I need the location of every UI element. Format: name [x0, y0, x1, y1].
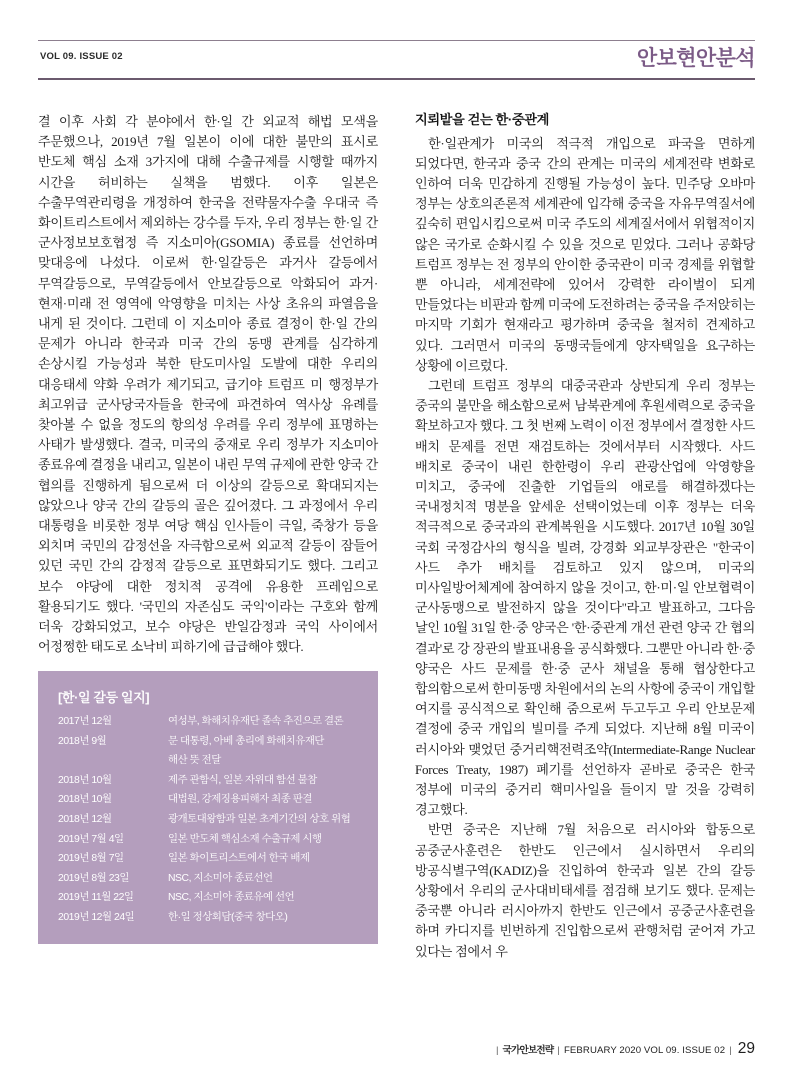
- timeline-event: NSC, 지소미아 종료유예 선언: [168, 892, 295, 904]
- timeline-date: 2019년 8월 7일: [58, 853, 124, 865]
- timeline-event: 여성부, 화해치유재단 졸속 추진으로 결론: [168, 715, 344, 727]
- table-row: [58, 810, 360, 830]
- table-row: [58, 752, 360, 772]
- timeline-event: NSC, 지소미아 종료선언: [168, 872, 273, 884]
- header-volume-label: VOL 09. ISSUE 02: [40, 51, 123, 62]
- conflict-timeline-box: [38, 671, 378, 944]
- footer-separator-left: |: [495, 1045, 499, 1056]
- timeline-date: 2018년 12월: [58, 813, 112, 825]
- timeline-event: 문 대통령, 아베 총리에 화해치유재단: [168, 735, 324, 747]
- timeline-table: [58, 712, 360, 928]
- footer-separator-right: |: [729, 1045, 732, 1056]
- timeline-event: 해산 뜻 전달: [168, 755, 221, 767]
- timeline-date: 2019년 8월 23일: [58, 872, 129, 884]
- timeline-event: 제주 관함식, 일본 자위대 함선 불참: [168, 774, 317, 786]
- body-columns: [38, 112, 755, 1002]
- table-row: [58, 850, 360, 870]
- left-paragraph-1: 결 이후 사회 각 분야에서 한·일 간 외교적 해법 모색을 주문했으나, 2019년 7월 일본이 이에 대한 불만의 표시로 반도체 핵심 소재 3가지에 대해 수출규제를 시행할 때까지 시간을 허비하는 실책을 범했다. 이후 일본은 수출무역관리령을 개정하여 한국을 전략물자수출 우대국 즉 화이트리스트에서 제외하는 강수를 두자, 우리 정부는 한·일 간 군사정보보호협정 즉 지소미아(GSOMIA) 종료를 선언하며 맞대응에 나섰다. 이로써 한·일갈등은 과거사 갈등에서 무역갈등으로, 무역갈등에서 안보갈등으로 악화되어 과거·현재·미래 전 영역에 악영향을 미치는 사상 초유의 파열음을 내게 된 것이다. 그런데 이 지소미아 종료 결정이 한·일 간의 문제가 아니라 한국과 미국 간의 동맹 관계를 심각하게 손상시킬 가능성과 북한 탄도미사일 도발에 대한 우리의 대응태세 약화 우려가 제기되고, 급기야 트럼프 미 행정부가 최고위급 군사당국자들을 한국에 파견하여 역사상 유례를 찾아볼 수 없을 정도의 항의성 우려를 우리 정부에 표명하는 사태가 발생했다. 결국, 미국의 중재로 우리 정부가 지소미아 종료유예 결정을 내리고, 일본이 내린 무역 규제에 관한 양국 간 협의를 진행하게 됨으로써 더 이상의 갈등으로 확대되지는 않았으나 양국 간의 갈등의 골은 깊어졌다. 그 과정에서 우리 대통령을 비롯한 정부 여당 핵심 인사들이 극일, 죽창가 등을 외치며 국민의 감정선을 자극함으로써 외교적 갈등이 잠들어 있던 국민 간의 감정적 갈등으로 표면화되기도 했다. 그리고 보수 야당에 대한 정치적 공격에 유용한 프레임으로 활용되기도 했다. '국민의 자존심도 국익'이라는 구호와 함께 더욱 강화되었고, 보수 야당은 반일감정과 국익 사이에서 어정쩡한 태도로 소낙비 피하기에 급급해야 했다.: [38, 114, 378, 655]
- header-rule-top: [38, 40, 755, 41]
- table-row: [58, 908, 360, 928]
- timeline-date: [58, 752, 168, 772]
- timeline-date: 2018년 9월: [58, 735, 107, 747]
- timeline-event: 일본 화이트리스트에서 한국 배제: [168, 853, 310, 865]
- table-row: [58, 712, 360, 732]
- table-row: [58, 869, 360, 889]
- timeline-title: [한·일 갈등 일지]: [58, 690, 150, 706]
- timeline-date: 2018년 10월: [58, 794, 112, 806]
- header-rule-bottom: [38, 78, 755, 80]
- right-column: [415, 112, 755, 1002]
- table-row: [58, 732, 360, 752]
- timeline-date: 2018년 10월: [58, 774, 112, 786]
- right-paragraph-3: 반면 중국은 지난해 7월 처음으로 러시아와 합동으로 공중군사훈련은 한반도 인근에서 실시하면서 우리의 방공식별구역(KADIZ)을 진입하여 한국과 일본 간의 갈등 상황에서 우리의 군사대비태세를 점검해 보기도 했다. 문제는 중국뿐 아니라 러시아까지 한반도 인근에서 공중군사훈련을 하며 카디지를 빈번하게 진입함으로써 관행처럼 굳어져 가고 있다는 점에서 우: [415, 822, 755, 959]
- timeline-date: 2019년 11월 22일: [58, 892, 134, 904]
- timeline-date: 2017년 12월: [58, 715, 112, 727]
- footer-issue: FEBRUARY 2020 VOL 09. ISSUE 02: [563, 1045, 726, 1056]
- page-footer: [38, 1036, 755, 1058]
- left-column: [38, 112, 378, 1002]
- page-number: 29: [737, 1040, 755, 1057]
- timeline-event: 대법원, 강제징용피해자 최종 판결: [168, 794, 312, 806]
- timeline-date: 2019년 12월 24일: [58, 911, 135, 923]
- right-paragraph-1: 한·일관계가 미국의 적극적 개입으로 파국을 면하게 되었다면, 한국과 중국 간의 관계는 미국의 세계전략 변화로 인하여 더욱 민감하게 진행될 가능성이 높다. 민주당 오바마 정부는 상호의존론적 세계관에 입각해 중국을 자유무역질서에 깊숙히 편입시킴으로써 미국 주도의 세계질서에서 위협적이지 않은 국가로 순화시킬 수 있을 것으로 믿었다. 그러나 공화당 트럼프 정부는 전 정부의 안이한 중국관이 미국 경제를 위협할 뿐 아니라, 세계전략에 있어서 강력한 라이벌이 되게 만들었다는 비판과 함께 미국에 도전하려는 중국을 주저앉히는 마지막 기회가 현재라고 평가하며 중국을 철저히 견제하고 있다. 그러면서 미국의 동맹국들에게 양자택일을 요구하는 상황에 이르렀다.: [415, 135, 755, 373]
- footer-separator-mid: |: [557, 1045, 560, 1056]
- timeline-event: 일본 반도체 핵심소재 수출규제 시행: [168, 833, 322, 845]
- running-head: [38, 40, 755, 80]
- table-row: [58, 791, 360, 811]
- timeline-date: 2019년 7월 4일: [58, 833, 124, 845]
- header-section-title: 안보현안분석: [636, 47, 755, 70]
- table-row: [58, 889, 360, 909]
- right-paragraph-2: 그런데 트럼프 정부의 대중국관과 상반되게 우리 정부는 중국의 불만을 해소함으로써 남북관계에 후원세력으로 중국을 확보하고자 했다. 그 첫 번째 노력이 이전 정부에서 결정한 사드 배치 문제를 전면 재검토하는 것에서부터 시작했다. 사드 배치로 중국이 내린 한한령이 우리 관광산업에 악영향을 미치고, 중국에 진출한 기업들의 애로를 해결하겠다는 국내정치적 명분을 앞세운 선택이었는데 이후 정부는 더욱 적극적으로 중국과의 관계복원을 시도했다. 2017년 10월 30일 국회 국정감사의 형식을 빌려, 강경화 외교부장관은 "한국이 사드 추가 배치를 검토하고 있지 않으며, 미국의 미사일방어체계에 참여하지 않을 것이고, 한·미·일 안보협력이 군사동맹으로 발전하지 않을 것이다"라고 발표하고, 그다음 날인 10월 31일 한·중 양국은 '한·중관계 개선 관련 양국 간 협의 결과'로 강 장관의 발표내용을 공식화했다. 그뿐만 아니라 한·중 양국은 사드 문제를 한·중 군사 채널을 통해 협상한다고 합의함으로써 한미동맹 차원에서의 논의 사항에 중국이 개입할 여지를 공식적으로 확인해 줌으로써 두고두고 우리 안보문제 결정에 중국 개입의 빌미를 주게 되었다. 지난해 8월 미국이 러시아와 맺었던 중거리핵전력조약(Intermediate-Range Nuclear Forces Treaty, 1987) 폐기를 선언하자 곧바로 중국은 한국 정부에 미국의 중거리 핵미사일을 들이지 말 것을 강력히 경고했다.: [415, 377, 755, 818]
- table-row: [58, 830, 360, 850]
- timeline-event: 한·일 정상회담(중국 창다오): [168, 911, 288, 923]
- timeline-event: 광개토대왕함과 일본 초계기간의 상호 위협: [168, 813, 351, 825]
- footer-brand: 국가안보전략: [502, 1045, 554, 1056]
- page-title: 지뢰밭을 걷는 한·중관계: [415, 112, 549, 127]
- table-row: [58, 771, 360, 791]
